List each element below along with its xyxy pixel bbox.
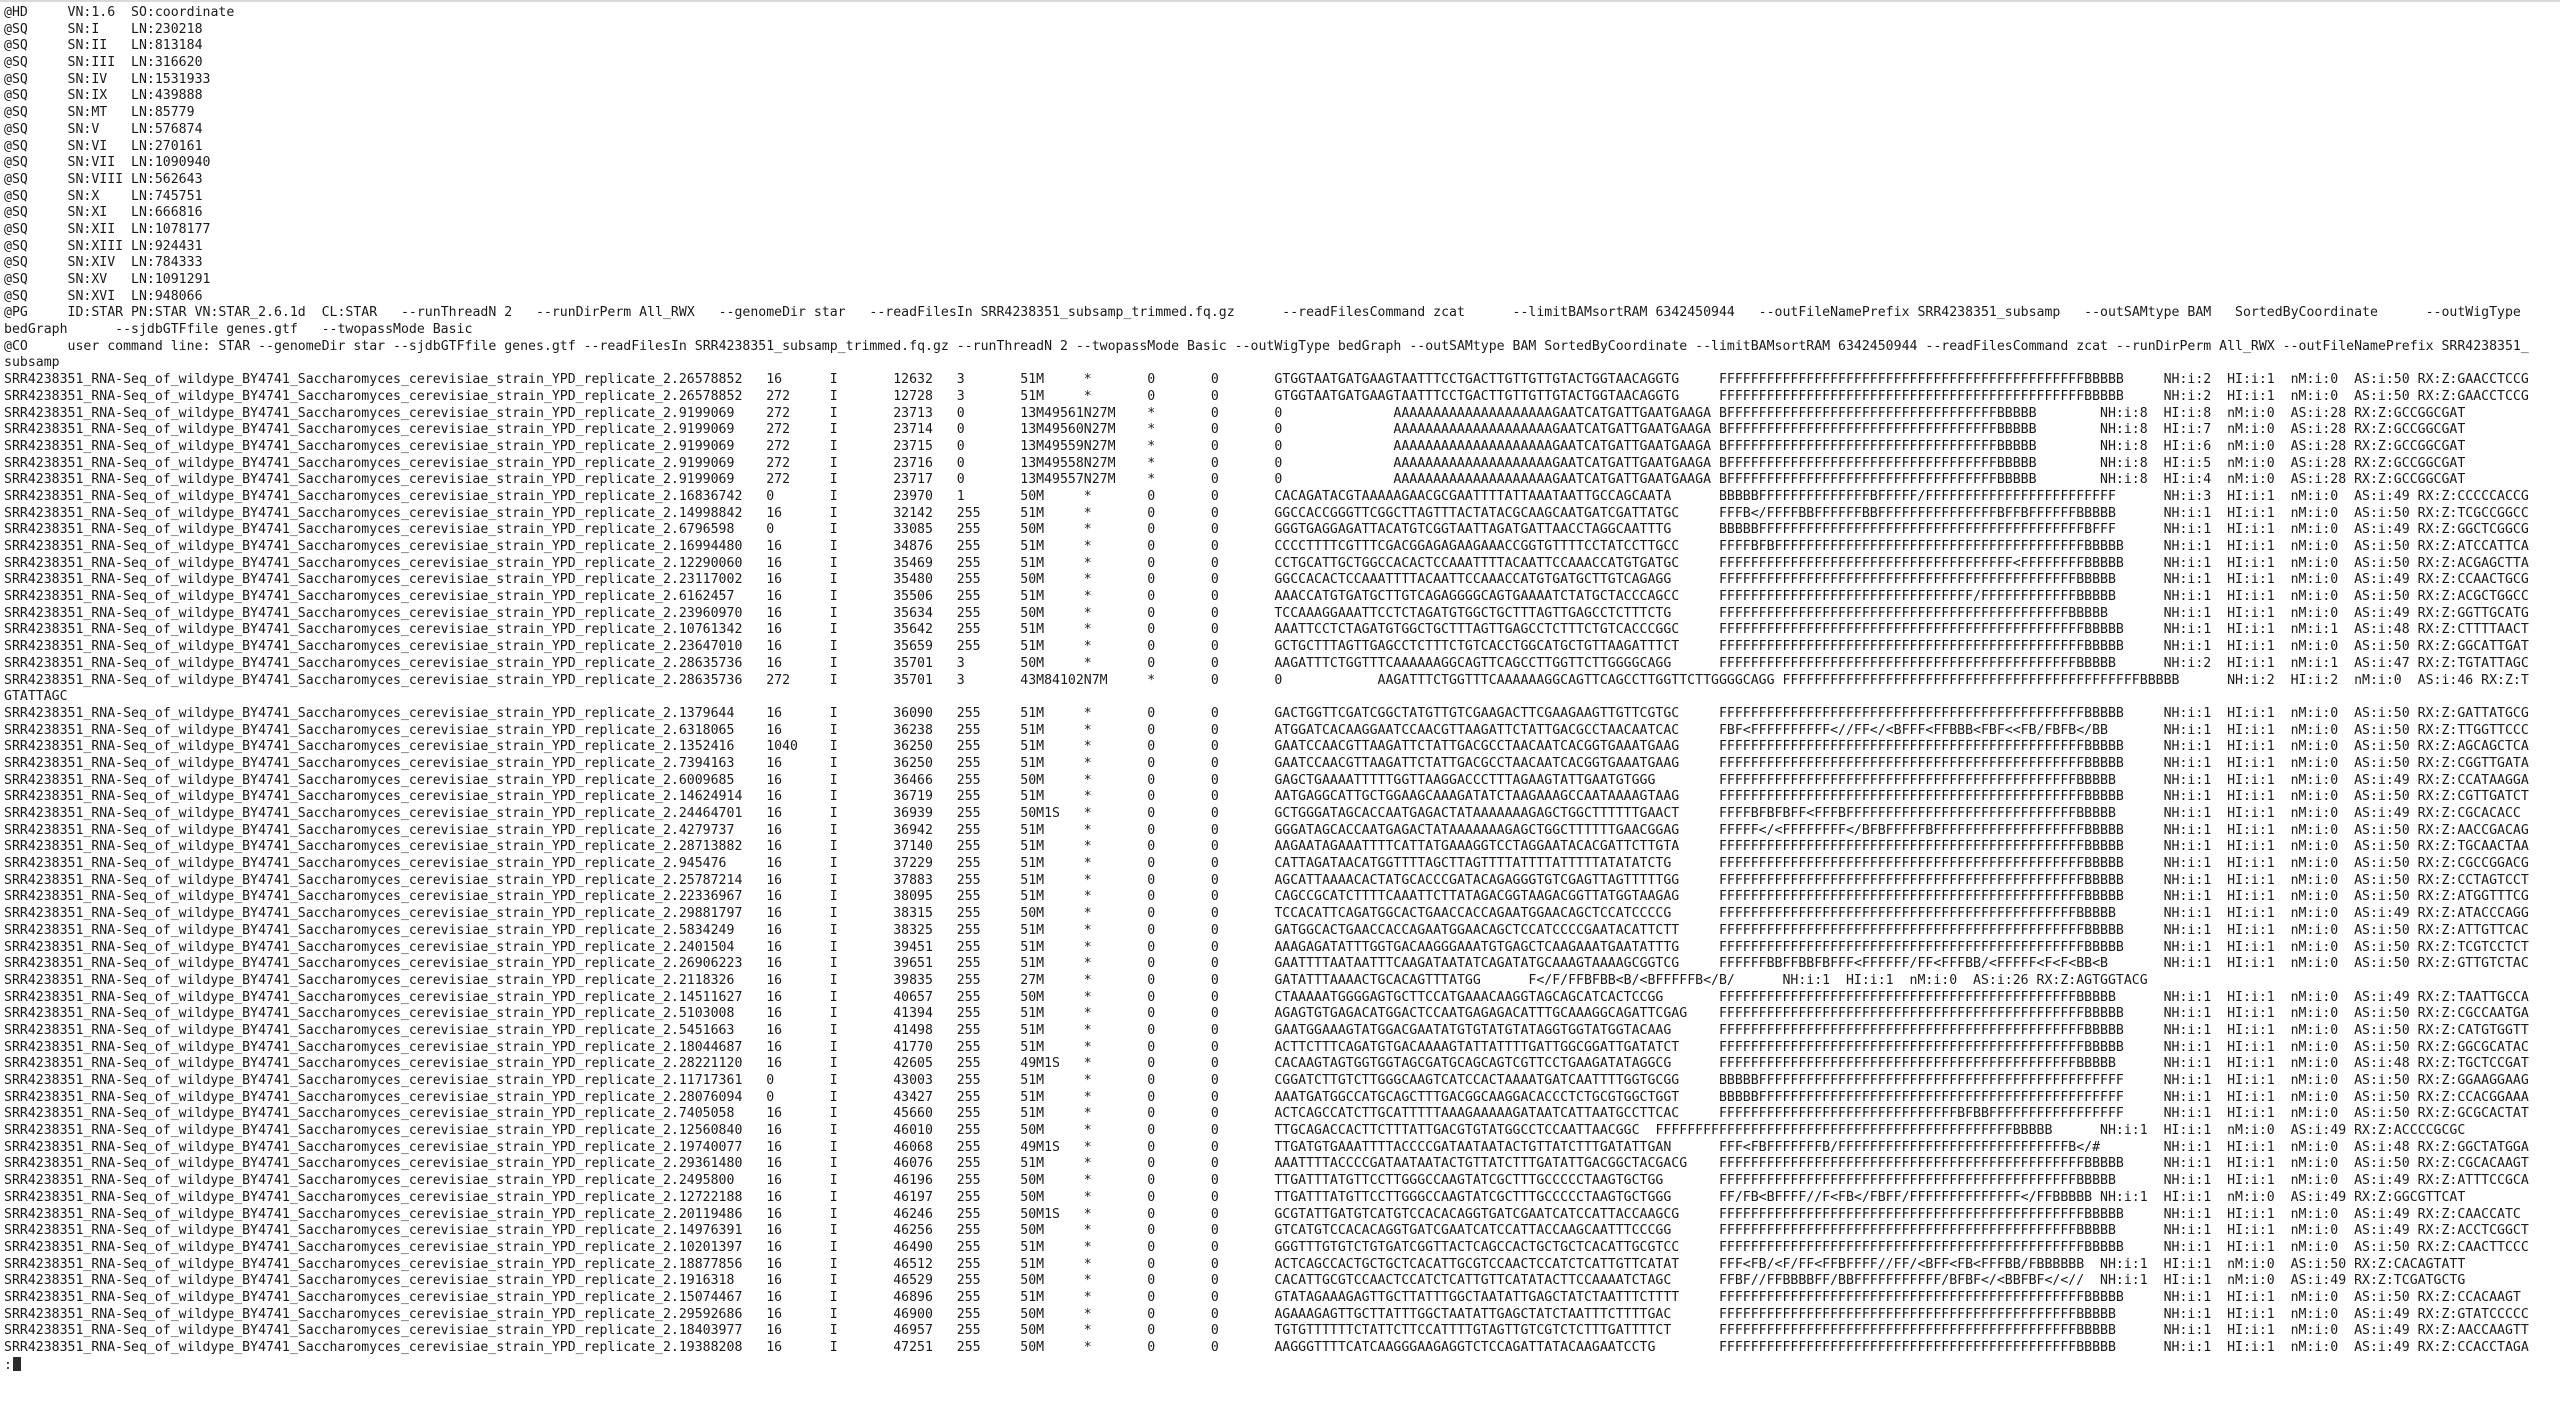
terminal-line: SRR4238351_RNA-Seq_of_wildype_BY4741_Saccharomyces_cerevisiae_strain_YPD_replicate_2.19388208 16 I 47251 255 50M * 0 0 AAGGGTTTTCATCAAGGGAAGAGGTCTCCAGATTATACAAGAATCCTG FFFFFFFFFFFFFFFFFFFFFFFFFFFFFFFFFFFFFFFFFFFFFBBBBB NH:i:1 HI:i:1 nM:i:0 AS:i:49 RX:Z:CCACCTAGA: [4, 1340, 2529, 1355]
terminal-line: SRR4238351_RNA-Seq_of_wildype_BY4741_Saccharomyces_cerevisiae_strain_YPD_replicate_2.2401504 16 I 39451 255 51M * 0 0 AAAGAGATATTTGGTGACAAGGGAAATGTGAGCTCAAGAAATGAATATTTG FFFFFFFFFFFFFFFFFFFFFFFFFFFFFFFFFFFFFFFFFFFFFFBBBBB NH:i:1 HI:i:1 nM:i:0 AS:i:50 RX:Z:TCGTCCTCT: [4, 939, 2529, 955]
terminal-line: @SQ SN:XI LN:666816: [4, 205, 203, 221]
terminal-line: SRR4238351_RNA-Seq_of_wildype_BY4741_Saccharomyces_cerevisiae_strain_YPD_replicate_2.12560840 16 I 46010 255 50M * 0 0 TTGCAGACCACTTCTTTATTGACGTGTATGGCCTCCAATTAACGGC FFFFFFFFFFFFFFFFFFFFFFFFFFFFFFFFFFFFFFFFFFFFFBBBBB NH:i:1 HI:i:1 nM:i:0 AS:i:49 RX:Z:ACCCCGCGC: [4, 1123, 2466, 1139]
terminal-line: SRR4238351_RNA-Seq_of_wildype_BY4741_Saccharomyces_cerevisiae_strain_YPD_replicate_2.6009685 16 I 36466 255 50M * 0 0 GAGCTGAAAATTTTTGGTTAAGGACCCTTTAGAAGTATTGAATGTGGG FFFFFFFFFFFFFFFFFFFFFFFFFFFFFFFFFFFFFFFFFFFFFBBBBB NH:i:1 HI:i:1 nM:i:0 AS:i:49 RX:Z:CCATAAGGA: [4, 772, 2529, 788]
terminal-line: SRR4238351_RNA-Seq_of_wildype_BY4741_Saccharomyces_cerevisiae_strain_YPD_replicate_2.9199069 272 I 23717 0 13M49557N27M * 0 0 AAAAAAAAAAAAAAAAAAAAGAATCATGATTGAATGAAGA BFFFFFFFFFFFFFFFFFFFFFFFFFFFFFFFFFFBBBBB NH:i:8 HI:i:4 nM:i:0 AS:i:28 RX:Z:GCCGGCGAT: [4, 472, 2466, 488]
terminal-line: SRR4238351_RNA-Seq_of_wildype_BY4741_Saccharomyces_cerevisiae_strain_YPD_replicate_2.14624914 16 I 36719 255 51M * 0 0 AATGAGGCATTGCTGGAAGCAAAGATATCTAAGAAAGCCAATAAAAGTAAG FFFFFFFFFFFFFFFFFFFFFFFFFFFFFFFFFFFFFFFFFFFFFFBBBBB NH:i:1 HI:i:1 nM:i:0 AS:i:50 RX:Z:CGTTGATCT: [4, 789, 2529, 805]
terminal-line: @SQ SN:X LN:745751: [4, 188, 203, 204]
terminal-line: SRR4238351_RNA-Seq_of_wildype_BY4741_Saccharomyces_cerevisiae_strain_YPD_replicate_2.5834249 16 I 38325 255 51M * 0 0 GATGGCACTGAACCACCAGAATGGAACAGCTCCATCCCCGAATACATTCTT FFFFFFFFFFFFFFFFFFFFFFFFFFFFFFFFFFFFFFFFFFFFFFBBBBB NH:i:1 HI:i:1 nM:i:0 AS:i:50 RX:Z:ATTGTTCAC: [4, 922, 2529, 938]
terminal-line: @SQ SN:XV LN:1091291: [4, 272, 211, 287]
terminal-line: SRR4238351_RNA-Seq_of_wildype_BY4741_Saccharomyces_cerevisiae_strain_YPD_replicate_2.9199069 272 I 23716 0 13M49558N27M * 0 0 AAAAAAAAAAAAAAAAAAAAGAATCATGATTGAATGAAGA BFFFFFFFFFFFFFFFFFFFFFFFFFFFFFFFFFFBBBBB NH:i:8 HI:i:5 nM:i:0 AS:i:28 RX:Z:GCCGGCGAT: [4, 455, 2466, 471]
terminal-line: @SQ SN:II LN:813184: [4, 38, 203, 54]
terminal-line: SRR4238351_RNA-Seq_of_wildype_BY4741_Saccharomyces_cerevisiae_strain_YPD_replicate_2.2118326 16 I 39835 255 27M * 0 0 GATATTTAAAACTGCACAGTTTATGG F</F/FFBFBB<B/<BFFFFFB</B/ NH:i:1 HI:i:1 nM:i:0 AS:i:26 RX:Z:AGTGGTACG: [4, 972, 2148, 988]
terminal-line: SRR4238351_RNA-Seq_of_wildype_BY4741_Saccharomyces_cerevisiae_strain_YPD_replicate_2.28076094 0 I 43427 255 51M * 0 0 AAATGATGGCCATGCAGCTTTGACGGCAAGGACACCCTCTGCGTGGCTGGT BBBBBFFFFFFFFFFFFFFFFFFFFFFFFFFFFFFFFFFFFFFFFFFFFFF NH:i:1 HI:i:1 nM:i:0 AS:i:50 RX:Z:CCACGGAAA: [4, 1089, 2529, 1105]
terminal-line: @SQ SN:V LN:576874: [4, 121, 203, 137]
terminal-line: SRR4238351_RNA-Seq_of_wildype_BY4741_Saccharomyces_cerevisiae_strain_YPD_replicate_2.1916318 16 I 46529 255 50M * 0 0 CACATTGCGTCCAACTCCATCTCATTGTTCATATACTTCCAAAATCTAGC FFBF//FFBBBBFF/BBFFFFFFFFFFF/BFBF</<BBFBF</<// NH:i:1 HI:i:1 nM:i:0 AS:i:49 RX:Z:TCGATGCTG: [4, 1273, 2466, 1289]
terminal-line: SRR4238351_RNA-Seq_of_wildype_BY4741_Saccharomyces_cerevisiae_strain_YPD_replicate_2.28635736 272 I 35701 3 43M84102N7M * 0 0 AAGATTTCTGGTTTCAAAAAAGGCAGTTCAGCCTTGGTTCTTGGGGCAGG FFFFFFFFFFFFFFFFFFFFFFFFFFFFFFFFFFFFFFFFFFFFFBBBBB NH:i:2 HI:i:2 nM:i:0 AS:i:46 RX:Z:T: [4, 672, 2529, 688]
terminal-line: SRR4238351_RNA-Seq_of_wildype_BY4741_Saccharomyces_cerevisiae_strain_YPD_replicate_2.5451663 16 I 41498 255 51M * 0 0 GAATGGAAAGTATGGACGAATATGTGTATGTATAGGTGGTATGGTACAAG FFFFFFFFFFFFFFFFFFFFFFFFFFFFFFFFFFFFFFFFFFFFFFBBBBB NH:i:1 HI:i:1 nM:i:0 AS:i:50 RX:Z:CATGTGGTT: [4, 1022, 2529, 1038]
terminal-line: @SQ SN:III LN:316620: [4, 55, 203, 71]
terminal-line: SRR4238351_RNA-Seq_of_wildype_BY4741_Saccharomyces_cerevisiae_strain_YPD_replicate_2.1379644 16 I 36090 255 51M * 0 0 GACTGGTTCGATCGGCTATGTTGTCGAAGACTTCGAAGAAGTTGTTCGTGC FFFFFFFFFFFFFFFFFFFFFFFFFFFFFFFFFFFFFFFFFFFFFFBBBBB NH:i:1 HI:i:1 nM:i:0 AS:i:50 RX:Z:GATTATGCG: [4, 705, 2529, 721]
pager-prompt[interactable]: [4, 1357, 2560, 1374]
terminal-line: @CO user command line: STAR --genomeDir star --sjdbGTFfile genes.gtf --readFilesIn SRR4238351_subsamp_trimmed.fq.gz --runThreadN 2 --twopassMode Basic --outWigType bedGraph --outSAMtype BAM SortedByCoordinate --limitBAMsortRAM 6342450944 --readFilesCommand zcat --runDirPerm All_RWX --outFileNamePrefix SRR4238351_: [4, 338, 2529, 354]
terminal-line: @SQ SN:XVI LN:948066: [4, 288, 203, 304]
terminal-line: SRR4238351_RNA-Seq_of_wildype_BY4741_Saccharomyces_cerevisiae_strain_YPD_replicate_2.6318065 16 I 36238 255 51M * 0 0 ATGGATCACAAGGAATCCAACGTTAAGATTCTATTGACGCCTAACAATCAC FBF<FFFFFFFFFF<//FF</<BFFF<FFBBB<FBF<<FB/FBFB</BB NH:i:1 HI:i:1 nM:i:0 AS:i:50 RX:Z:TTGGTTCCC: [4, 722, 2529, 738]
terminal-line: SRR4238351_RNA-Seq_of_wildype_BY4741_Saccharomyces_cerevisiae_strain_YPD_replicate_2.6796598 0 I 33085 255 50M * 0 0 GGGTGAGGAGATTACATGTCGGTAATTAGATGATTAACCTAGGCAATTTG BBBBBFFFFFFFFFFFFFFFFFFFFFFFFFFFFFFFFFFFFFFFFFBFFF NH:i:1 HI:i:1 nM:i:0 AS:i:49 RX:Z:GGCTCGGCG: [4, 522, 2529, 538]
terminal-line: SRR4238351_RNA-Seq_of_wildype_BY4741_Saccharomyces_cerevisiae_strain_YPD_replicate_2.18044687 16 I 41770 255 51M * 0 0 ACTTCTTTCAGATGTGACAAAAGTATTATTTTGATTGGCGGATTGATATCT FFFFFFFFFFFFFFFFFFFFFFFFFFFFFFFFFFFFFFFFFFFFFFBBBBB NH:i:1 HI:i:1 nM:i:0 AS:i:50 RX:Z:GGCGCATAC: [4, 1039, 2529, 1055]
terminal-line: SRR4238351_RNA-Seq_of_wildype_BY4741_Saccharomyces_cerevisiae_strain_YPD_replicate_2.6162457 16 I 35506 255 51M * 0 0 AAACCATGTGATGCTTGTCAGAGGGGCAGTGAAAATCTATGCTACCCAGCC FFFFFFFFFFFFFFFFFFFFFFFFFFFFFFFF/FFFFFFFFFFFFBBBBB NH:i:1 HI:i:1 nM:i:0 AS:i:50 RX:Z:ACGCTGGCC: [4, 589, 2529, 605]
terminal-line: SRR4238351_RNA-Seq_of_wildype_BY4741_Saccharomyces_cerevisiae_strain_YPD_replicate_2.11717361 0 I 43003 255 51M * 0 0 CGGATCTTGTCTTGGGCAAGTCATCCACTAAAATGATCAATTTTGGTGCGG BBBBBFFFFFFFFFFFFFFFFFFFFFFFFFFFFFFFFFFFFFFFFFFFFFF NH:i:1 HI:i:1 nM:i:0 AS:i:50 RX:Z:GGAAGGAAG: [4, 1073, 2529, 1088]
terminal-line: SRR4238351_RNA-Seq_of_wildype_BY4741_Saccharomyces_cerevisiae_strain_YPD_replicate_2.16994480 16 I 34876 255 51M * 0 0 CCCCTTTTCGTTTCGACGGAGAGAAGAAACCGGTGTTTTCCTATCCTTGCC FFFFBFBFFFFFFFFFFFFFFFFFFFFFFFFFFFFFFFFFFFFFFFBBBBB NH:i:1 HI:i:1 nM:i:0 AS:i:50 RX:Z:ATCCATTCA: [4, 539, 2529, 554]
terminal-line: SRR4238351_RNA-Seq_of_wildype_BY4741_Saccharomyces_cerevisiae_strain_YPD_replicate_2.15074467 16 I 46896 255 51M * 0 0 GTATAGAAAGAGTTGCTTATTTGGCTAATATTGAGCTATCTAATTTCTTTT FFFFFFFFFFFFFFFFFFFFFFFFFFFFFFFFFFFFFFFFFFFFFFBBBBB NH:i:1 HI:i:1 nM:i:0 AS:i:50 RX:Z:CCACAAGT: [4, 1289, 2521, 1305]
terminal-line: SRR4238351_RNA-Seq_of_wildype_BY4741_Saccharomyces_cerevisiae_strain_YPD_replicate_2.1352416 1040 I 36250 255 51M * 0 0 GAATCCAACGTTAAGATTCTATTGACGCCTAACAATCACGGTGAAATGAAG FFFFFFFFFFFFFFFFFFFFFFFFFFFFFFFFFFFFFFFFFFFFFFBBBBB NH:i:1 HI:i:1 nM:i:0 AS:i:50 RX:Z:AGCAGCTCA: [4, 739, 2529, 755]
terminal-line: SRR4238351_RNA-Seq_of_wildype_BY4741_Saccharomyces_cerevisiae_strain_YPD_replicate_2.26906223 16 I 39651 255 51M * 0 0 GAATTTTAATAATTTCAAGATAATATCAGATATGCAAAGTAAAAGCGGTCG FFFFFFBBFFBBFBFFF<FFFFFF/FF<FFFBB/<FFFFF<F<F<BB<B NH:i:1 HI:i:1 nM:i:0 AS:i:50 RX:Z:GTTGTCTAC: [4, 956, 2529, 972]
terminal-line: SRR4238351_RNA-Seq_of_wildype_BY4741_Saccharomyces_cerevisiae_strain_YPD_replicate_2.12722188 16 I 46197 255 50M * 0 0 TTGATTTATGTTCCTTGGGCCAAGTATCGCTTTGCCCCCTAAGTGCTGGG FF/FB<BFFFF//F<FB</FBFF/FFFFFFFFFFFFFF</FFBBBBB NH:i:1 HI:i:1 nM:i:0 AS:i:49 RX:Z:GGCGTTCAT: [4, 1189, 2466, 1205]
window-top-border: [0, 0, 2560, 2]
terminal-line: SRR4238351_RNA-Seq_of_wildype_BY4741_Saccharomyces_cerevisiae_strain_YPD_replicate_2.7394163 16 I 36250 255 51M * 0 0 GAATCCAACGTTAAGATTCTATTGACGCCTAACAATCACGGTGAAATGAAG FFFFFFFFFFFFFFFFFFFFFFFFFFFFFFFFFFFFFFFFFFFFFFBBBBB NH:i:1 HI:i:1 nM:i:0 AS:i:50 RX:Z:CGGTTGATA: [4, 755, 2529, 771]
terminal-line: SRR4238351_RNA-Seq_of_wildype_BY4741_Saccharomyces_cerevisiae_strain_YPD_replicate_2.23647010 16 I 35659 255 51M * 0 0 GCTGCTTTAGTTGAGCCTCTTTCTGTCACCTGGCATGCTGTTAAGATTTCT FFFFFFFFFFFFFFFFFFFFFFFFFFFFFFFFFFFFFFFFFFFFFFBBBBB NH:i:1 HI:i:1 nM:i:0 AS:i:50 RX:Z:GGCATTGAT: [4, 639, 2529, 655]
terminal-line: SRR4238351_RNA-Seq_of_wildype_BY4741_Saccharomyces_cerevisiae_strain_YPD_replicate_2.9199069 272 I 23714 0 13M49560N27M * 0 0 AAAAAAAAAAAAAAAAAAAAGAATCATGATTGAATGAAGA BFFFFFFFFFFFFFFFFFFFFFFFFFFFFFFFFFFBBBBB NH:i:8 HI:i:7 nM:i:0 AS:i:28 RX:Z:GCCGGCGAT: [4, 422, 2466, 438]
terminal-line: SRR4238351_RNA-Seq_of_wildype_BY4741_Saccharomyces_cerevisiae_strain_YPD_replicate_2.25787214 16 I 37883 255 51M * 0 0 AGCATTAAAACACTATGCACCCGATACAGAGGGTGTCGAGTTAGTTTTTGG FFFFFFFFFFFFFFFFFFFFFFFFFFFFFFFFFFFFFFFFFFFFFFBBBBB NH:i:1 HI:i:1 nM:i:0 AS:i:50 RX:Z:CCTAGTCCT: [4, 872, 2529, 888]
terminal-line: @SQ SN:I LN:230218: [4, 21, 203, 37]
terminal-line: SRR4238351_RNA-Seq_of_wildype_BY4741_Saccharomyces_cerevisiae_strain_YPD_replicate_2.29361480 16 I 46076 255 51M * 0 0 AAATTTTACCCCGATAATAATACTGTTATCTTTGATATTGACGGCTACGACG FFFFFFFFFFFFFFFFFFFFFFFFFFFFFFFFFFFFFFFFFFFFFFBBBBB NH:i:1 HI:i:1 nM:i:0 AS:i:50 RX:Z:CGCACAAGT: [4, 1156, 2529, 1172]
terminal-line: SRR4238351_RNA-Seq_of_wildype_BY4741_Saccharomyces_cerevisiae_strain_YPD_replicate_2.5103008 16 I 41394 255 51M * 0 0 AGAGTGTGAGACATGGACTCCAATGAGAGACATTTGCAAAGGCAGATTCGAG FFFFFFFFFFFFFFFFFFFFFFFFFFFFFFFFFFFFFFFFFFFFFFBBBBB NH:i:1 HI:i:1 nM:i:0 AS:i:50 RX:Z:CGCCAATGA: [4, 1006, 2529, 1022]
terminal-line: @SQ SN:XII LN:1078177: [4, 221, 211, 237]
terminal-line: SRR4238351_RNA-Seq_of_wildype_BY4741_Saccharomyces_cerevisiae_strain_YPD_replicate_2.9199069 272 I 23715 0 13M49559N27M * 0 0 AAAAAAAAAAAAAAAAAAAAGAATCATGATTGAATGAAGA BFFFFFFFFFFFFFFFFFFFFFFFFFFFFFFFFFFBBBBB NH:i:8 HI:i:6 nM:i:0 AS:i:28 RX:Z:GCCGGCGAT: [4, 438, 2466, 454]
pager-prompt-text: :: [4, 1357, 12, 1373]
terminal-line: SRR4238351_RNA-Seq_of_wildype_BY4741_Saccharomyces_cerevisiae_strain_YPD_replicate_2.10761342 16 I 35642 255 51M * 0 0 AAATTCCTCTAGATGTGGCTGCTTTAGTTGAGCCTCTTTCTGTCACCCGGC FFFFFFFFFFFFFFFFFFFFFFFFFFFFFFFFFFFFFFFFFFFFFFBBBBB NH:i:1 HI:i:1 nM:i:1 AS:i:48 RX:Z:CTTTTAACT: [4, 622, 2529, 638]
terminal-line: SRR4238351_RNA-Seq_of_wildype_BY4741_Saccharomyces_cerevisiae_strain_YPD_replicate_2.28635736 16 I 35701 3 50M * 0 0 AAGATTTCTGGTTTCAAAAAAGGCAGTTCAGCCTTGGTTCTTGGGGCAGG FFFFFFFFFFFFFFFFFFFFFFFFFFFFFFFFFFFFFFFFFFFFFBBBBB NH:i:2 HI:i:1 nM:i:1 AS:i:47 RX:Z:TGTATTAGC: [4, 655, 2529, 671]
terminal-line: SRR4238351_RNA-Seq_of_wildype_BY4741_Saccharomyces_cerevisiae_strain_YPD_replicate_2.28713882 16 I 37140 255 51M * 0 0 AAGAATAGAAATTTTCATTATGAAAGGTCCTAGGAATACACGATTCTTGTA FFFFFFFFFFFFFFFFFFFFFFFFFFFFFFFFFFFFFFFFFFFFFFBBBBB NH:i:1 HI:i:1 nM:i:0 AS:i:50 RX:Z:TGCAACTAA: [4, 839, 2529, 855]
terminal-line: @SQ SN:VIII LN:562643: [4, 171, 203, 187]
terminal-line: SRR4238351_RNA-Seq_of_wildype_BY4741_Saccharomyces_cerevisiae_strain_YPD_replicate_2.29881797 16 I 38315 255 50M * 0 0 TCCACATTCAGATGGCACTGAACCACCAGAATGGAACAGCTCCATCCCCG FFFFFFFFFFFFFFFFFFFFFFFFFFFFFFFFFFFFFFFFFFFFFBBBBB NH:i:1 HI:i:1 nM:i:0 AS:i:49 RX:Z:ATACCCAGG: [4, 906, 2529, 922]
terminal-line: @SQ SN:IX LN:439888: [4, 88, 203, 104]
terminal-line: SRR4238351_RNA-Seq_of_wildype_BY4741_Saccharomyces_cerevisiae_strain_YPD_replicate_2.28221120 16 I 42605 255 49M1S * 0 0 CACAAGTAGTGGTGGTAGCGATGCAGCAGTCGTTCCTGAAGATATAGGCG FFFFFFFFFFFFFFFFFFFFFFFFFFFFFFFFFFFFFFFFFFFFFBBBBB NH:i:1 HI:i:1 nM:i:0 AS:i:48 RX:Z:TGCTCCGAT: [4, 1056, 2529, 1072]
text-cursor: [13, 1357, 21, 1371]
terminal-line: SRR4238351_RNA-Seq_of_wildype_BY4741_Saccharomyces_cerevisiae_strain_YPD_replicate_2.19740077 16 I 46068 255 49M1S * 0 0 TTGATGTGAAATTTTACCCCGATAATAATACTGTTATCTTTGATATTGAN FFF<FBFFFFFFFB/FFFFFFFFFFFFFFFFFFFFFFFFFFFFFB</# NH:i:1 HI:i:1 nM:i:0 AS:i:48 RX:Z:GGCTATGGA: [4, 1139, 2529, 1155]
terminal-line: SRR4238351_RNA-Seq_of_wildype_BY4741_Saccharomyces_cerevisiae_strain_YPD_replicate_2.10201397 16 I 46490 255 51M * 0 0 GGGTTTGTGTCTGTGATCGGTTACTCAGCCACTGCTGCTCACATTGCGTCC FFFFFFFFFFFFFFFFFFFFFFFFFFFFFFFFFFFFFFFFFFFFFFBBBBB NH:i:1 HI:i:1 nM:i:0 AS:i:50 RX:Z:CAACTTCCC: [4, 1239, 2529, 1255]
terminal-line: @SQ SN:VI LN:270161: [4, 138, 203, 154]
terminal-line: bedGraph --sjdbGTFfile genes.gtf --twopassMode Basic: [4, 322, 473, 338]
terminal-line: SRR4238351_RNA-Seq_of_wildype_BY4741_Saccharomyces_cerevisiae_strain_YPD_replicate_2.24464701 16 I 36939 255 50M1S * 0 0 GCTGGGATAGCACCAATGAGACTATAAAAAAAGAGCTGGCTTTTTTGAACT FFFFBFBFBFF<FFFBFFFFFFFFFFFFFFFFFFFFFFFFFFFFFBBBBB NH:i:1 HI:i:1 nM:i:0 AS:i:49 RX:Z:CGCACACC: [4, 806, 2521, 821]
sam-output-lines: [4, 5, 2560, 1357]
terminal-line: SRR4238351_RNA-Seq_of_wildype_BY4741_Saccharomyces_cerevisiae_strain_YPD_replicate_2.7405058 16 I 45660 255 51M * 0 0 ACTCAGCCATCTTGCATTTTTAAAGAAAAAGATAATCATTAATGCCTTCAC FFFFFFFFFFFFFFFFFFFFFFFFFFFFFFBFBBFFFFFFFFFFFFFFFFF NH:i:1 HI:i:1 nM:i:0 AS:i:50 RX:Z:GCGCACTAT: [4, 1106, 2529, 1122]
terminal-line: @SQ SN:XIV LN:784333: [4, 255, 203, 271]
terminal-line: SRR4238351_RNA-Seq_of_wildype_BY4741_Saccharomyces_cerevisiae_strain_YPD_replicate_2.29592686 16 I 46900 255 50M * 0 0 AGAAAGAGTTGCTTATTTGGCTAATATTGAGCTATCTAATTTCTTTTGAC FFFFFFFFFFFFFFFFFFFFFFFFFFFFFFFFFFFFFFFFFFFFFBBBBB NH:i:1 HI:i:1 nM:i:0 AS:i:49 RX:Z:GTATCCCCC: [4, 1306, 2529, 1322]
terminal-line: SRR4238351_RNA-Seq_of_wildype_BY4741_Saccharomyces_cerevisiae_strain_YPD_replicate_2.12290060 16 I 35469 255 51M * 0 0 CCTGCATTGCTGGCCACACTCCAAATTTTACAATTCCAAACCATGTGATGC FFFFFFFFFFFFFFFFFFFFFFFFFFFFFFFFFFFFF<FFFFFFFFBBBBB NH:i:1 HI:i:1 nM:i:0 AS:i:50 RX:Z:ACGAGCTTA: [4, 555, 2529, 571]
terminal-line: @SQ SN:MT LN:85779: [4, 105, 195, 121]
terminal-line: SRR4238351_RNA-Seq_of_wildype_BY4741_Saccharomyces_cerevisiae_strain_YPD_replicate_2.14511627 16 I 40657 255 50M * 0 0 CTAAAAATGGGGAGTGCTTCCATGAAACAAGGTAGCAGCATCACTCCGG FFFFFFFFFFFFFFFFFFFFFFFFFFFFFFFFFFFFFFFFFFFFFBBBBB NH:i:1 HI:i:1 nM:i:0 AS:i:49 RX:Z:TAATTGCCA: [4, 989, 2529, 1005]
terminal-line: SRR4238351_RNA-Seq_of_wildype_BY4741_Saccharomyces_cerevisiae_strain_YPD_replicate_2.14976391 16 I 46256 255 50M * 0 0 GTCATGTCCACACAGGTGATCGAATCATCCATTACCAAGCAATTTCCCGG FFFFFFFFFFFFFFFFFFFFFFFFFFFFFFFFFFFFFFFFFFFFFBBBBB NH:i:1 HI:i:1 nM:i:0 AS:i:49 RX:Z:ACCTCGGCT: [4, 1223, 2529, 1239]
terminal-line: @SQ SN:VII LN:1090940: [4, 155, 211, 171]
terminal-line: SRR4238351_RNA-Seq_of_wildype_BY4741_Saccharomyces_cerevisiae_strain_YPD_replicate_2.20119486 16 I 46246 255 50M1S * 0 0 GCGTATTGATGTCATGTCCACACAGGTGATCGAATCATCCATTACCAAGCG FFFFFFFFFFFFFFFFFFFFFFFFFFFFFFFFFFFFFFFFFFFFFFBBBBB NH:i:1 HI:i:1 nM:i:0 AS:i:49 RX:Z:CAACCATC: [4, 1206, 2521, 1222]
terminal-line: SRR4238351_RNA-Seq_of_wildype_BY4741_Saccharomyces_cerevisiae_strain_YPD_replicate_2.18403977 16 I 46957 255 50M * 0 0 TGTGTTTTTTCTATTCTTCCATTTTGTAGTTGTCGTCTCTTTGATTTTCT FFFFFFFFFFFFFFFFFFFFFFFFFFFFFFFFFFFFFFFFFFFFFBBBBB NH:i:1 HI:i:1 nM:i:0 AS:i:49 RX:Z:AACCAAGTT: [4, 1323, 2529, 1339]
terminal-line: GTATTAGC: [4, 689, 68, 705]
terminal-line: SRR4238351_RNA-Seq_of_wildype_BY4741_Saccharomyces_cerevisiae_strain_YPD_replicate_2.2495800 16 I 46196 255 50M * 0 0 TTGATTTATGTTCCTTGGGCCAAGTATCGCTTTGCCCCCTAAGTGCTGG FFFFFFFFFFFFFFFFFFFFFFFFFFFFFFFFFFFFFFFFFFFFFBBBBB NH:i:1 HI:i:1 nM:i:0 AS:i:49 RX:Z:ATTTCCGCA: [4, 1173, 2529, 1189]
terminal-line: SRR4238351_RNA-Seq_of_wildype_BY4741_Saccharomyces_cerevisiae_strain_YPD_replicate_2.23117002 16 I 35480 255 50M * 0 0 GGCCACACTCCAAATTTTACAATTCCAAACCATGTGATGCTTGTCAGAGG FFFFFFFFFFFFFFFFFFFFFFFFFFFFFFFFFFFFFFFFFFFFFBBBBB NH:i:1 HI:i:1 nM:i:0 AS:i:49 RX:Z:CCAACTGCG: [4, 572, 2529, 588]
terminal-line: SRR4238351_RNA-Seq_of_wildype_BY4741_Saccharomyces_cerevisiae_strain_YPD_replicate_2.14998842 16 I 32142 255 51M * 0 0 GGCCACCGGGTTCGGCTTAGTTTACTATACGCAAGCAATGATCGATTATGC FFFB</FFFFBBFFFFFFBBFFFFFFFFFFFFFFFBFFBFFFFFFBBBBB NH:i:1 HI:i:1 nM:i:0 AS:i:50 RX:Z:TCGCCGGCC: [4, 505, 2529, 521]
terminal-line: SRR4238351_RNA-Seq_of_wildype_BY4741_Saccharomyces_cerevisiae_strain_YPD_replicate_2.16836742 0 I 23970 1 50M * 0 0 CACAGATACGTAAAAAGAACGCGAATTTTATTAAATAATTGCCAGCAATA BBBBBFFFFFFFFFFFFFFBFFFFF/FFFFFFFFFFFFFFFFFFFFFFFF NH:i:3 HI:i:1 nM:i:0 AS:i:49 RX:Z:CCCCCACCG: [4, 488, 2529, 504]
terminal-line: subsamp: [4, 355, 60, 371]
terminal-line: @PG ID:STAR PN:STAR VN:STAR_2.6.1d CL:STAR --runThreadN 2 --runDirPerm All_RWX --genomeDir star --readFilesIn SRR4238351_subsamp_trimmed.fq.gz --readFilesCommand zcat --limitBAMsortRAM 6342450944 --outFileNamePrefix SRR4238351_subsamp --outSAMtype BAM SortedByCoordinate --outWigType: [4, 305, 2521, 321]
terminal-line: SRR4238351_RNA-Seq_of_wildype_BY4741_Saccharomyces_cerevisiae_strain_YPD_replicate_2.23960970 16 I 35634 255 50M * 0 0 TCCAAAGGAAATTCCTCTAGATGTGGCTGCTTTAGTTGAGCCTCTTTCTG FFFFFFFFFFFFFFFFFFFFFFFFFFFFFFFFFFFFFFFFFFFFBBBBB NH:i:1 HI:i:1 nM:i:0 AS:i:49 RX:Z:GGTTGCATG: [4, 605, 2529, 621]
terminal-line: SRR4238351_RNA-Seq_of_wildype_BY4741_Saccharomyces_cerevisiae_strain_YPD_replicate_2.26578852 16 I 12632 3 51M * 0 0 GTGGTAATGATGAAGTAATTTCCTGACTTGTTGTTGTACTGGTAACAGGTG FFFFFFFFFFFFFFFFFFFFFFFFFFFFFFFFFFFFFFFFFFFFFFBBBBB NH:i:2 HI:i:1 nM:i:0 AS:i:50 RX:Z:GAACCTCCG: [4, 372, 2529, 388]
terminal-line: SRR4238351_RNA-Seq_of_wildype_BY4741_Saccharomyces_cerevisiae_strain_YPD_replicate_2.22336967 16 I 38095 255 51M * 0 0 CAGCCGCATCTTTTCAAATTCTTATAGACGGTAAGACGGTTATGGTAAGAG FFFFFFFFFFFFFFFFFFFFFFFFFFFFFFFFFFFFFFFFFFFFFFBBBBB NH:i:1 HI:i:1 nM:i:0 AS:i:50 RX:Z:ATGGTTTCG: [4, 889, 2529, 905]
terminal-line: SRR4238351_RNA-Seq_of_wildype_BY4741_Saccharomyces_cerevisiae_strain_YPD_replicate_2.4279737 16 I 36942 255 51M * 0 0 GGGATAGCACCAATGAGACTATAAAAAAAGAGCTGGCTTTTTTGAACGGAG FFFFF</<FFFFFFFF</BFBFFFFFBFFFFFFFFFFFFFFFFFFFBBBBB NH:i:1 HI:i:1 nM:i:0 AS:i:50 RX:Z:AACCGACAG: [4, 822, 2529, 838]
terminal-line: @SQ SN:XIII LN:924431: [4, 238, 203, 254]
terminal-output: [4, 5, 2560, 1373]
terminal-line: SRR4238351_RNA-Seq_of_wildype_BY4741_Saccharomyces_cerevisiae_strain_YPD_replicate_2.26578852 272 I 12728 3 51M * 0 0 GTGGTAATGATGAAGTAATTTCCTGACTTGTTGTTGTACTGGTAACAGGTG FFFFFFFFFFFFFFFFFFFFFFFFFFFFFFFFFFFFFFFFFFFFFFBBBBB NH:i:2 HI:i:1 nM:i:0 AS:i:50 RX:Z:GAACCTCCG: [4, 388, 2529, 404]
terminal-line: @SQ SN:IV LN:1531933: [4, 71, 211, 87]
terminal-line: SRR4238351_RNA-Seq_of_wildype_BY4741_Saccharomyces_cerevisiae_strain_YPD_replicate_2.18877856 16 I 46512 255 51M * 0 0 ACTCAGCCACTGCTGCTCACATTGCGTCCAACTCCATCTCATTGTTCATAT FFF<FB/<F/FF<FFBFFFF//FF/<BFF<FB<FFFBB/FBBBBBB NH:i:1 HI:i:1 nM:i:0 AS:i:50 RX:Z:CACAGTATT: [4, 1256, 2466, 1272]
terminal-line: SRR4238351_RNA-Seq_of_wildype_BY4741_Saccharomyces_cerevisiae_strain_YPD_replicate_2.9199069 272 I 23713 0 13M49561N27M * 0 0 AAAAAAAAAAAAAAAAAAAAGAATCATGATTGAATGAAGA BFFFFFFFFFFFFFFFFFFFFFFFFFFFFFFFFFFBBBBB NH:i:8 HI:i:8 nM:i:0 AS:i:28 RX:Z:GCCGGCGAT: [4, 405, 2466, 421]
terminal-line: SRR4238351_RNA-Seq_of_wildype_BY4741_Saccharomyces_cerevisiae_strain_YPD_replicate_2.945476 16 I 37229 255 51M * 0 0 CATTAGATAACATGGTTTTAGCTTAGTTTTATTTTATTTTTATATATCTG FFFFFFFFFFFFFFFFFFFFFFFFFFFFFFFFFFFFFFFFFFFFFFBBBBB NH:i:1 HI:i:1 nM:i:0 AS:i:50 RX:Z:CGCCGGACG: [4, 856, 2529, 872]
terminal-line: @HD VN:1.6 SO:coordinate: [4, 5, 235, 20]
